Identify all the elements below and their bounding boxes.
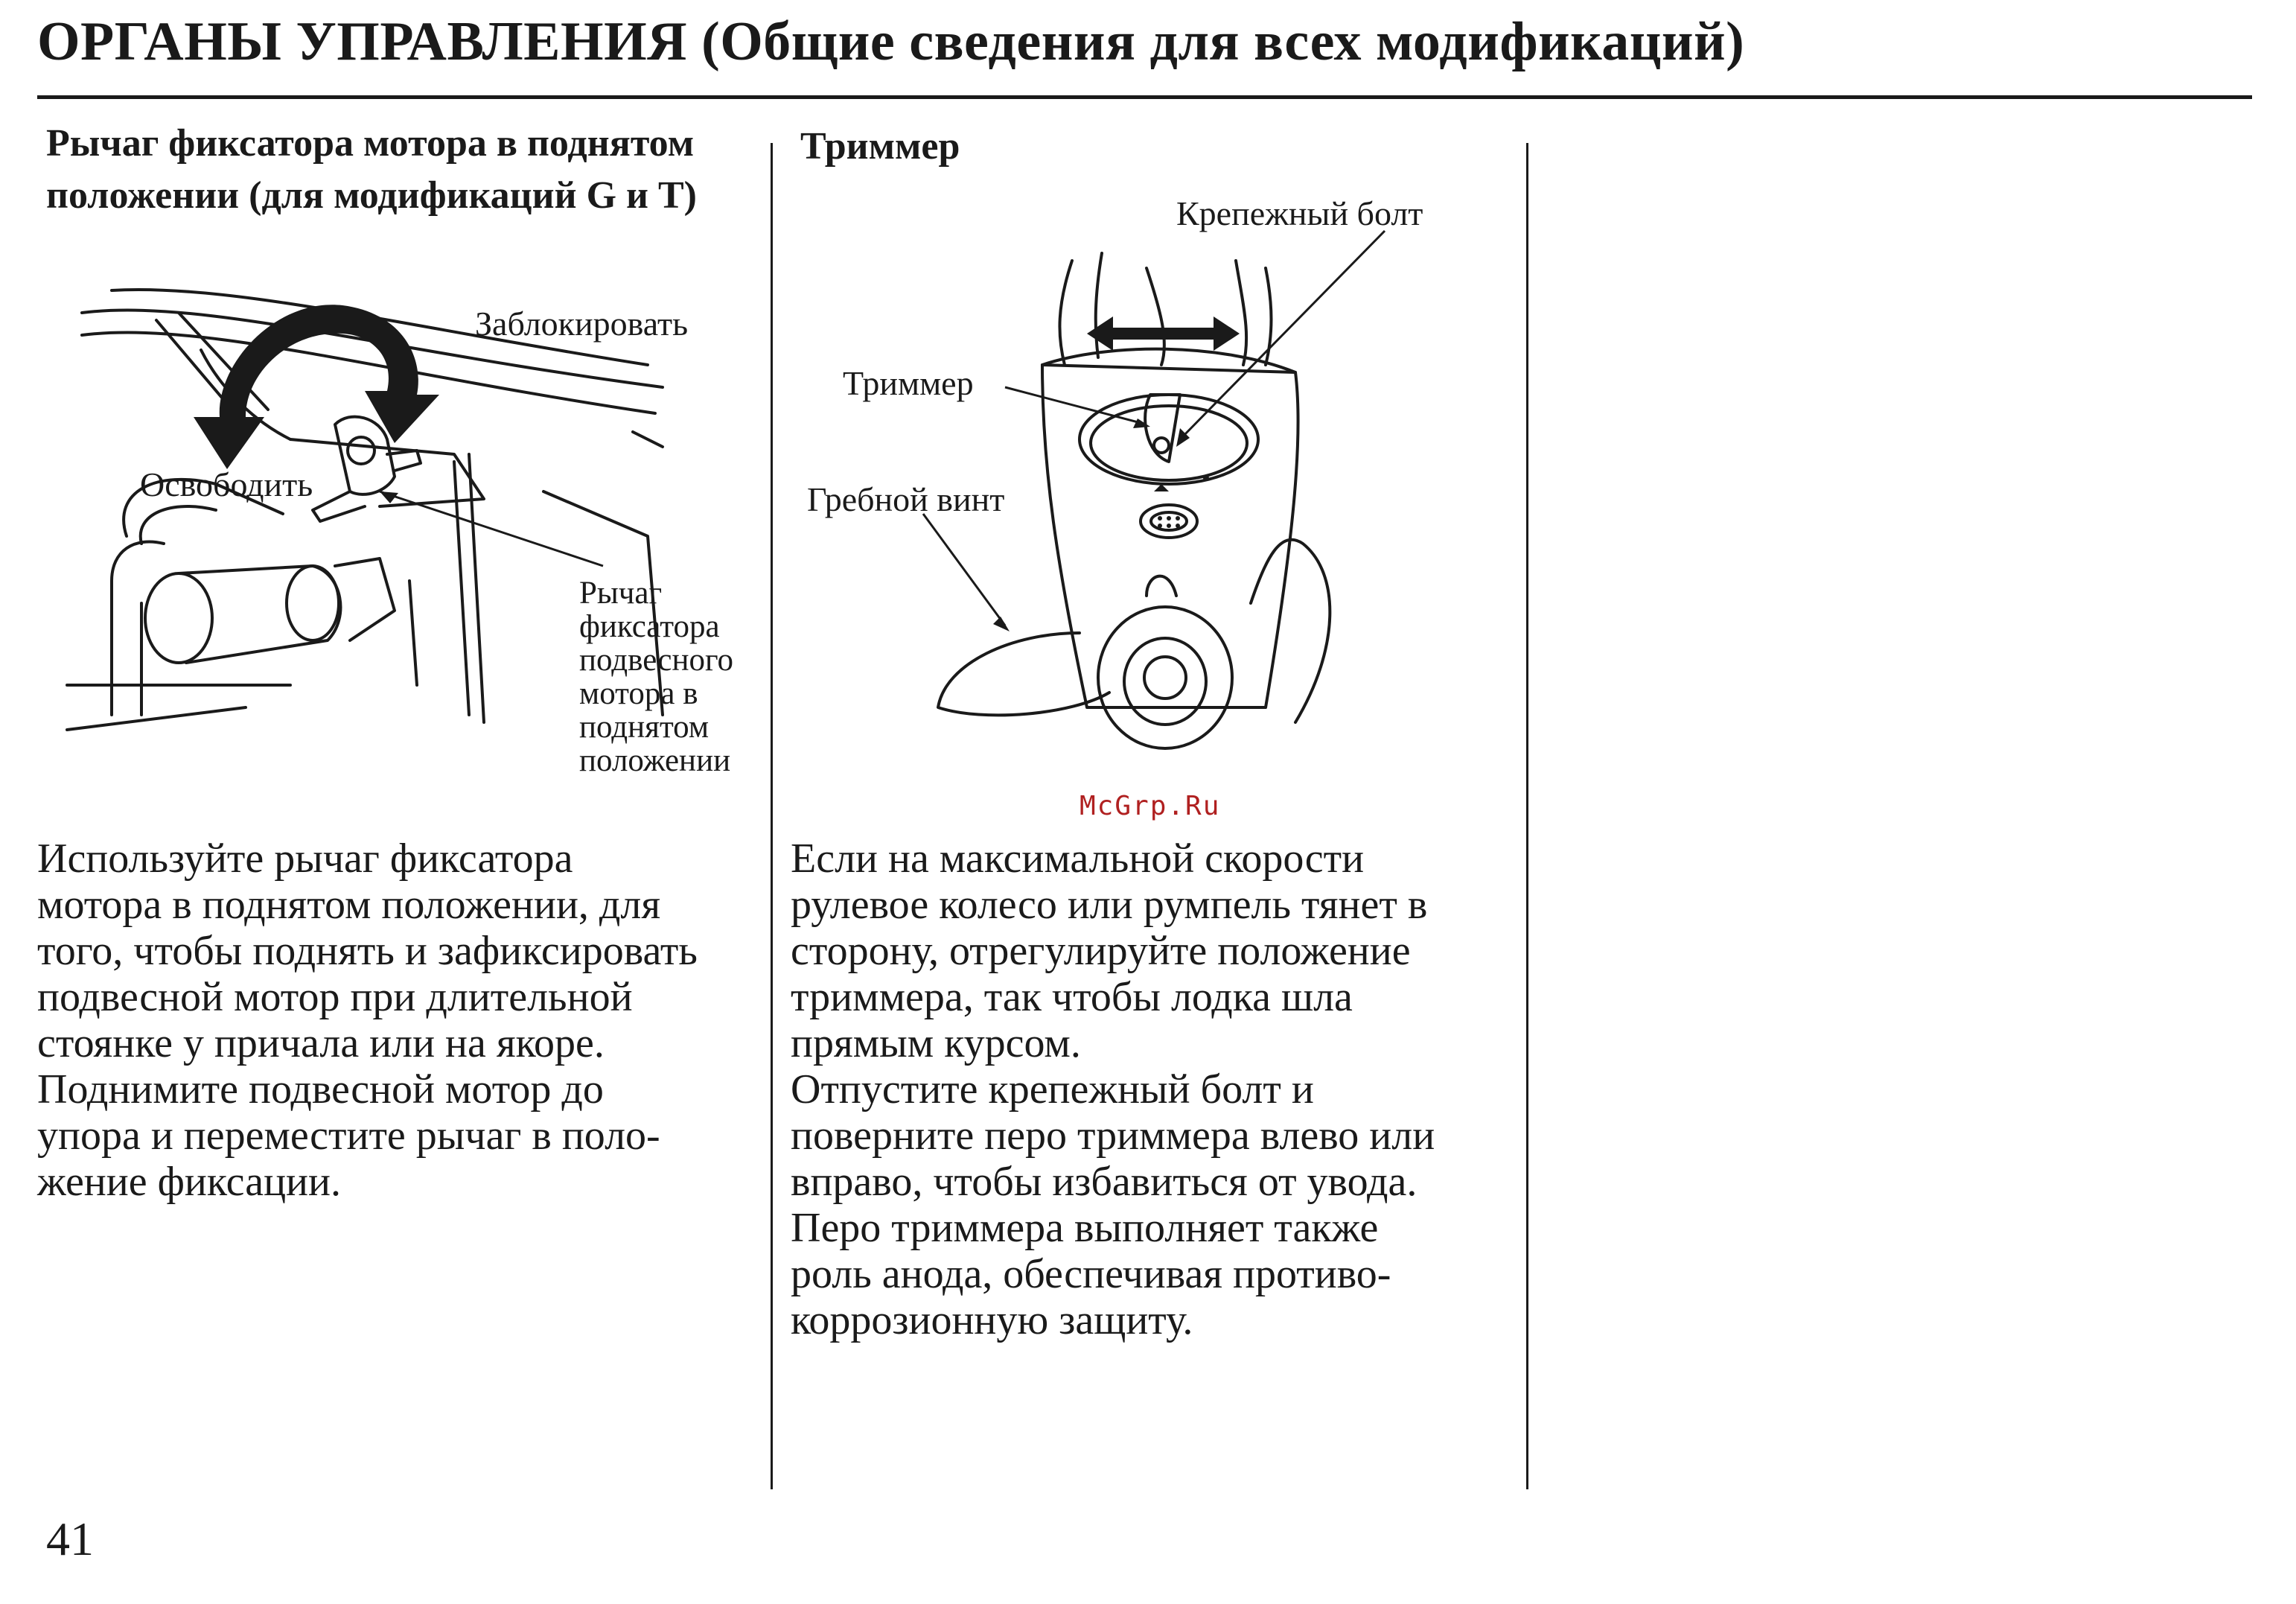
- label-release: Освободить: [140, 465, 313, 503]
- label-lock: Заблокировать: [475, 305, 689, 343]
- section-heading-trimmer: Триммер: [800, 125, 960, 168]
- tilt-lock-description: Используйте рычаг фиксатора мотора в поднятом положении, для того, чтобы поднять и зафиксировать подвесной мотор при длительной стоянке у причала или на якоре. Поднимите подвесной мотор до упора и переместите рычаг в поло- жение фиксации.: [37, 836, 698, 1205]
- trimmer-description: Если на максимальной скорости рулевое колесо или румпель тянет в сторону, отрегулируйте положение триммера, так чтобы лодка шла прямым курсом. Отпустите крепежный болт и поверните перо триммера влево или вправо, чтобы избавиться от увода. Перо триммера выполняет также роль анода, обеспечивая противо- коррозионную защиту.: [791, 836, 1435, 1343]
- label-trimmer: Триммер: [843, 364, 974, 402]
- label-propeller: Гребной винт: [807, 480, 1005, 518]
- watermark: McGrp.Ru: [1080, 791, 1221, 821]
- section-heading-tilt-lock: [46, 118, 697, 222]
- page-title: ОРГАНЫ УПРАВЛЕНИЯ (Общие сведения для всех модификаций): [37, 11, 1745, 72]
- label-mounting-bolt: Крепежный болт: [1176, 194, 1423, 232]
- title-divider: [37, 95, 2252, 99]
- label-tilt-lock-lever: Рычаг фиксатора подвесного мотора в поднятом положении: [579, 576, 734, 778]
- heading-line: положении (для модификаций G и T): [46, 174, 697, 217]
- heading-line: Рычаг фиксатора мотора в поднятом: [46, 122, 695, 165]
- column-divider-left: [771, 143, 773, 1489]
- column-divider-right: [1526, 143, 1528, 1489]
- page-number: 41: [46, 1512, 94, 1565]
